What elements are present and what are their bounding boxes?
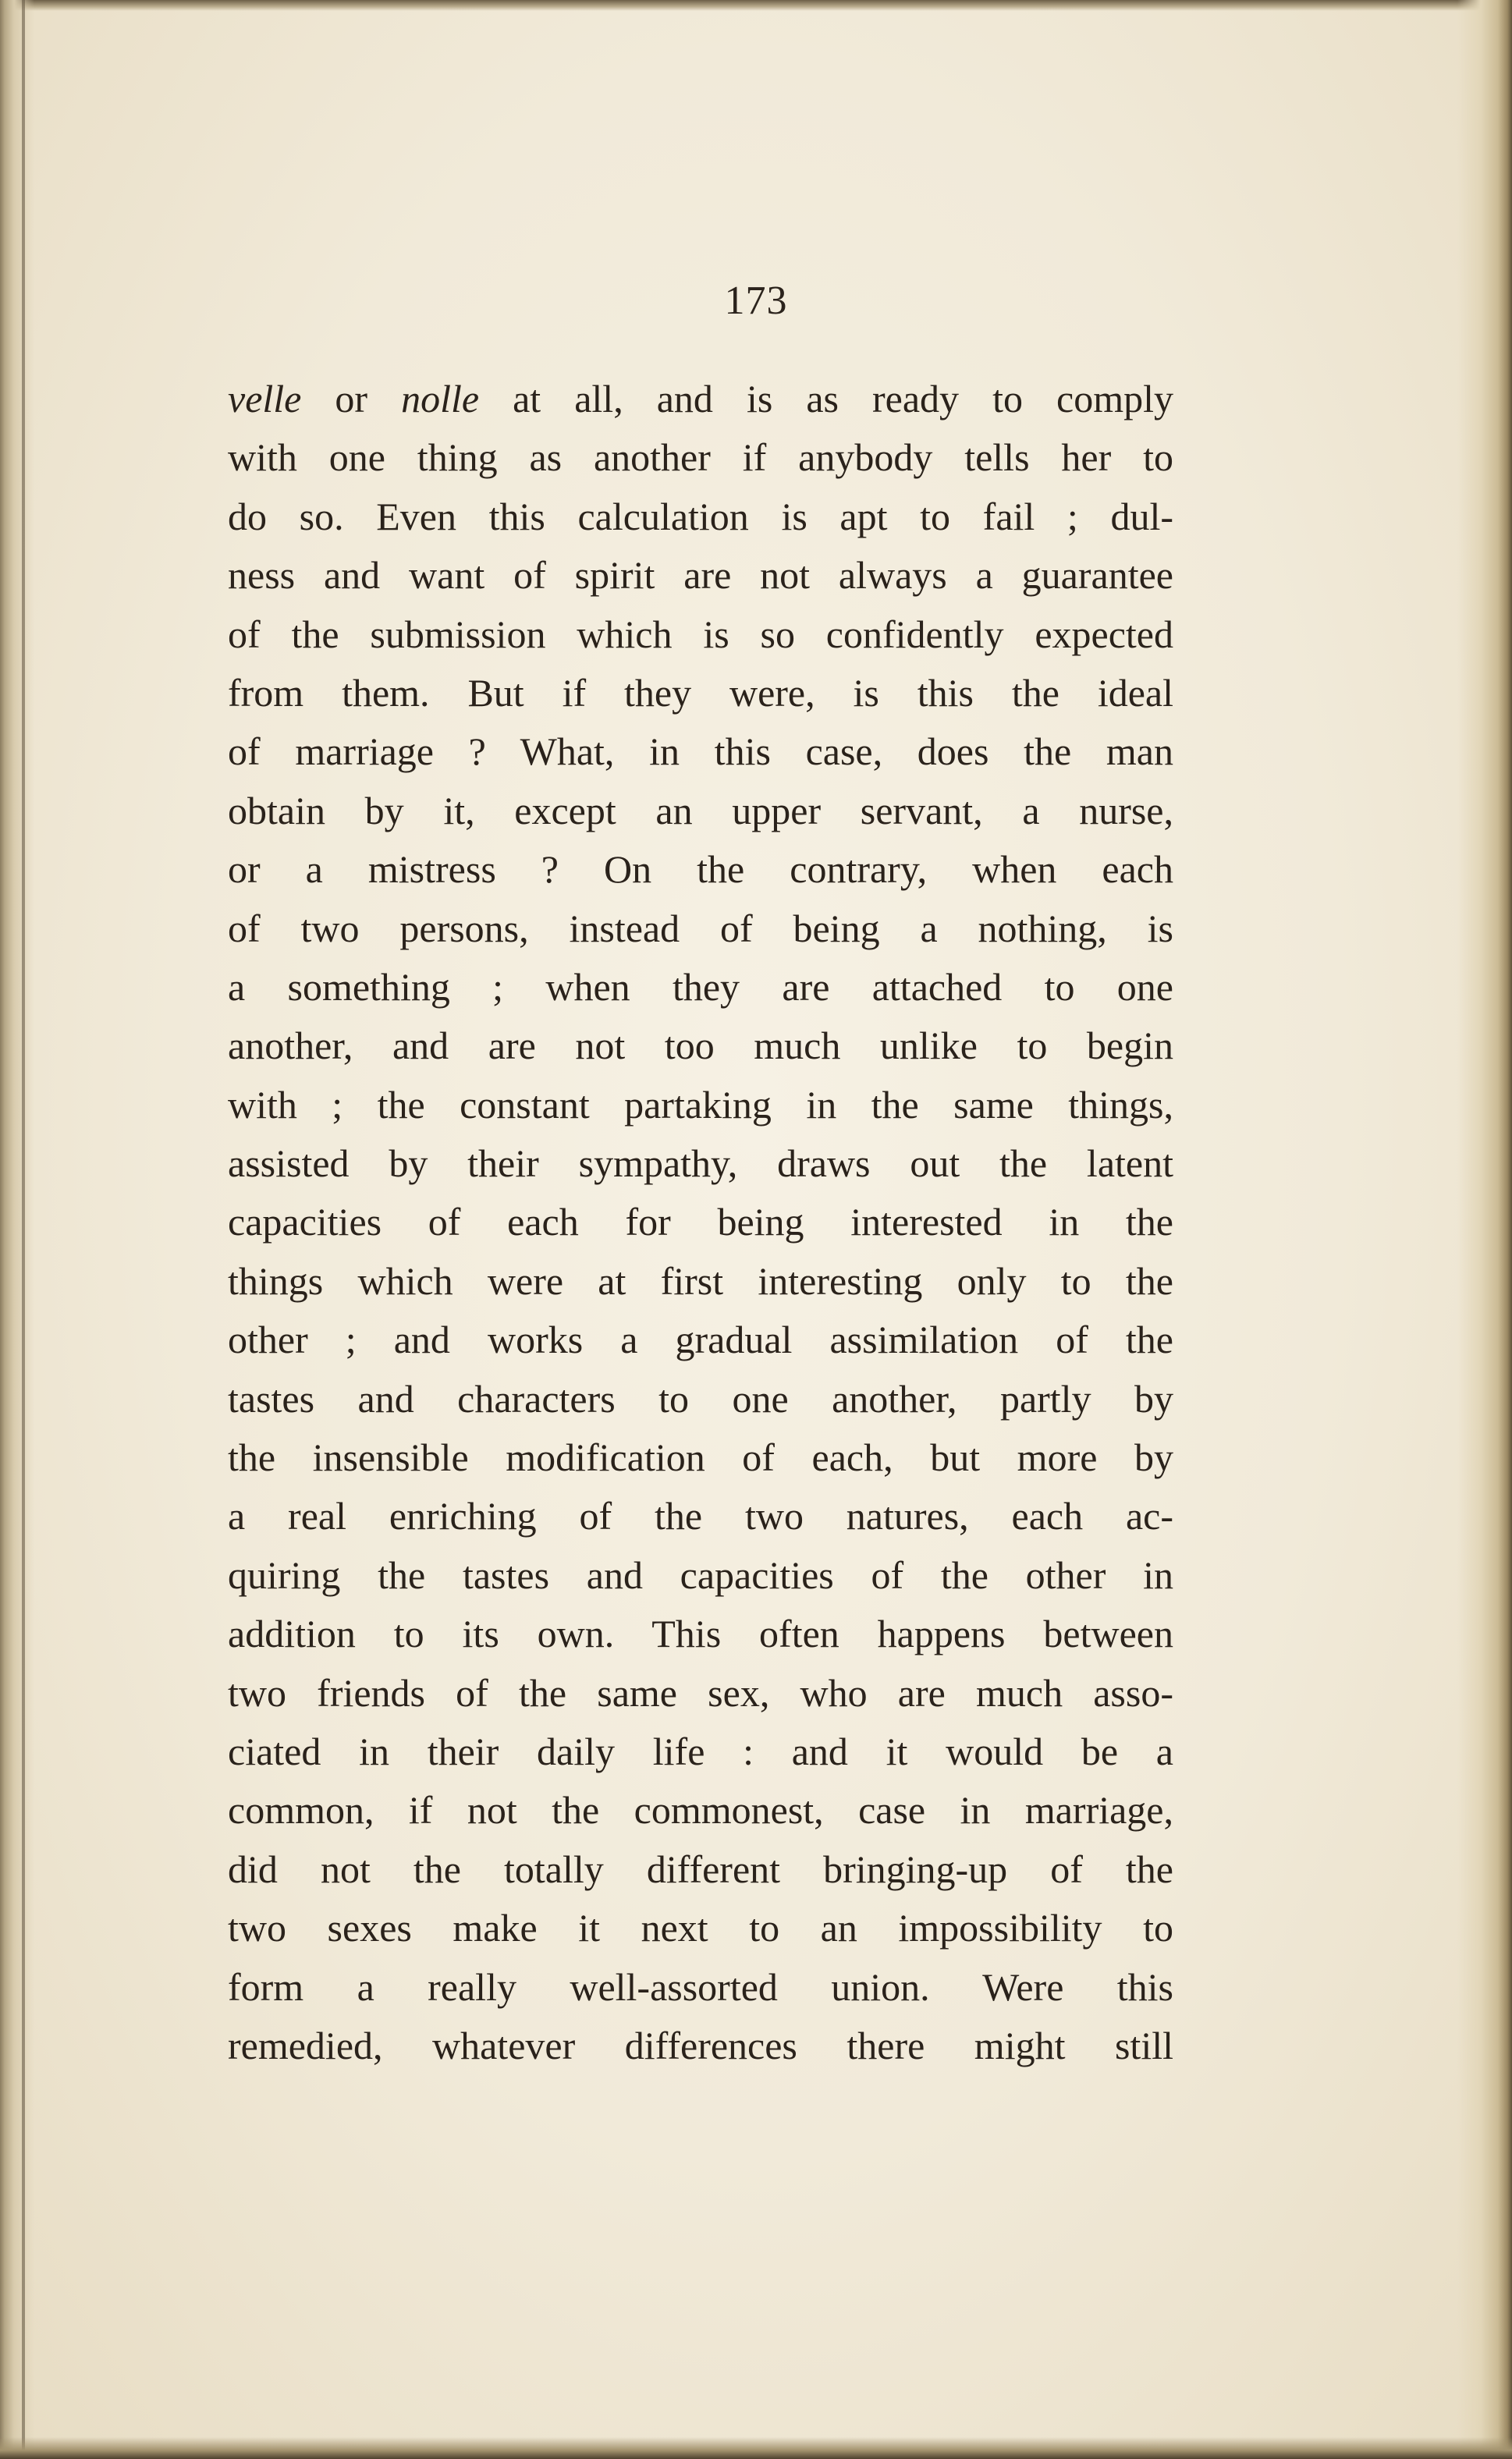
text-run: ciated in their daily life : and it would be a — [228, 1729, 1173, 1773]
text-line — [228, 1781, 1173, 1840]
text-line — [228, 1546, 1173, 1605]
text-line — [228, 1723, 1173, 1781]
page-bottom-edge — [0, 2437, 1512, 2459]
text-run: or a mistress ? On the contrary, when each — [228, 847, 1173, 892]
text-line — [228, 488, 1173, 546]
text-line — [228, 900, 1173, 958]
text-run: a real enriching of the two natures, each ac- — [228, 1494, 1173, 1538]
text-line — [228, 1605, 1173, 1663]
binding-edge — [22, 0, 25, 2459]
text-line — [228, 1840, 1173, 1899]
text-line — [228, 782, 1173, 840]
text-line — [228, 546, 1173, 605]
text-run: form a really well-assorted union. Were this — [228, 1964, 1173, 2009]
text-line — [228, 1017, 1173, 1075]
text-run: with ; the constant partaking in the same things, — [228, 1082, 1173, 1127]
text-run: or — [301, 377, 402, 420]
page-number: 173 — [724, 279, 788, 323]
text-line — [228, 1193, 1173, 1251]
text-line — [228, 1958, 1173, 2017]
text-run: other ; and works a gradual assimilation of the — [228, 1318, 1173, 1362]
text-line — [228, 428, 1173, 487]
text-run: obtain by it, except an upper servant, a nurse, — [228, 788, 1173, 832]
text-line — [228, 722, 1173, 781]
text-run: of two persons, instead of being a nothing, is — [228, 906, 1173, 950]
text-line — [228, 840, 1173, 899]
text-run: things which were at first interesting only to the — [228, 1258, 1173, 1303]
page-top-edge — [0, 0, 1512, 11]
text-run: quiring the tastes and capacities of the other in — [228, 1552, 1173, 1597]
text-run: assisted by their sympathy, draws out the latent — [228, 1141, 1173, 1186]
text-run: did not the totally different bringing-up of the — [228, 1847, 1173, 1891]
text-line — [228, 1311, 1173, 1369]
text-run: a something ; when they are attached to one — [228, 964, 1173, 1009]
text-run: the insensible modification of each, but more by — [228, 1435, 1173, 1480]
text-line — [228, 664, 1173, 722]
text-line — [228, 1076, 1173, 1134]
text-run: do so. Even this calculation is apt to fail ; dul- — [228, 494, 1173, 538]
text-run: remedied, whatever differences there might still — [228, 2023, 1173, 2067]
page-gutter-shadow — [0, 0, 34, 2459]
italic-word: nolle — [401, 377, 480, 420]
text-line — [228, 958, 1173, 1017]
text-line — [228, 1487, 1173, 1545]
text-run: two sexes make it next to an impossibility to — [228, 1906, 1173, 1950]
text-run: addition to its own. This often happens between — [228, 1612, 1173, 1656]
text-line — [228, 1252, 1173, 1311]
text-run: two friends of the same sex, who are much asso- — [228, 1670, 1173, 1715]
text-line — [228, 1899, 1173, 1957]
text-line — [228, 1134, 1173, 1193]
text-line — [228, 1370, 1173, 1428]
text-run: ness and want of spirit are not always a guarantee — [228, 553, 1173, 598]
text-run: another, and are not too much unlike to begin — [228, 1024, 1173, 1068]
text-run: from them. But if they were, is this the ideal — [228, 670, 1173, 715]
text-line — [228, 1664, 1173, 1723]
text-line — [228, 2017, 1173, 2075]
text-run: tastes and characters to one another, partly by — [228, 1376, 1173, 1421]
text-run: at all, and is as ready to comply — [479, 377, 1173, 420]
body-text — [228, 370, 1173, 2075]
text-run: common, if not the commonest, case in marriage, — [228, 1788, 1173, 1833]
text-run: with one thing as another if anybody tells her to — [228, 435, 1173, 480]
text-line — [228, 605, 1173, 664]
text-run: of marriage ? What, in this case, does the man — [228, 729, 1173, 774]
page-fore-edge — [1457, 0, 1512, 2459]
text-line — [228, 370, 1173, 428]
text-line — [228, 1428, 1173, 1487]
text-run: capacities of each for being interested in the — [228, 1200, 1173, 1244]
text-run: of the submission which is so confidently expected — [228, 612, 1173, 656]
italic-word: velle — [228, 377, 302, 420]
